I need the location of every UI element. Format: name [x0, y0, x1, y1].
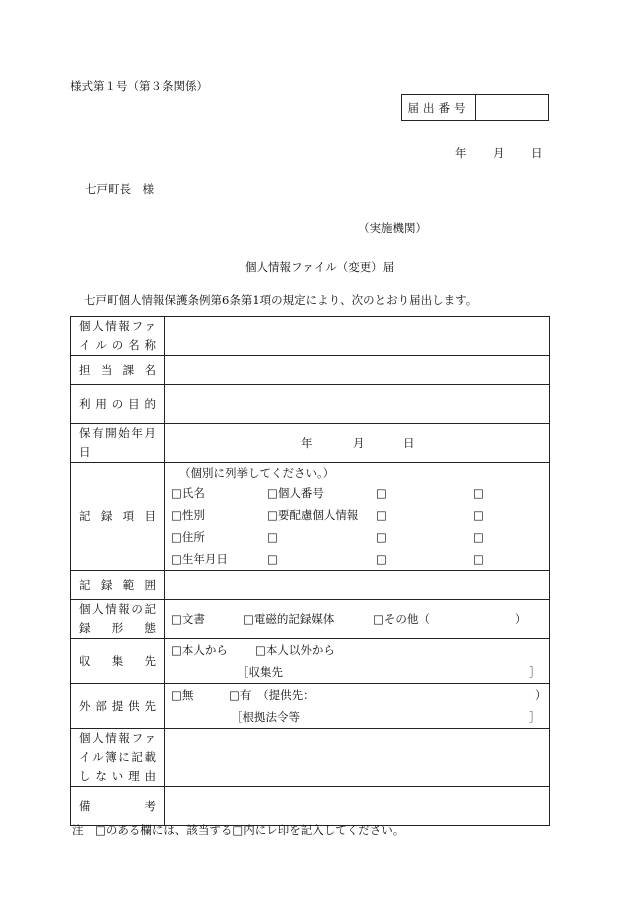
item-checkbox[interactable]: □	[473, 507, 484, 522]
collection-label: 収集先	[71, 639, 165, 684]
receipt-number-box	[401, 94, 549, 121]
format-checkbox-other[interactable]: □その他（	[373, 612, 430, 626]
row-format	[71, 600, 550, 639]
format-options	[165, 608, 549, 630]
item-checkbox[interactable]: □	[473, 551, 484, 566]
remarks-label: 備考	[71, 787, 165, 826]
item-checkbox[interactable]: □	[376, 551, 387, 566]
format-field	[165, 600, 550, 639]
start-date-year: 年	[301, 436, 313, 450]
item-checkbox[interactable]: □	[376, 485, 387, 500]
item-checkbox[interactable]: □生年月日	[171, 551, 228, 566]
row-no-record-reason	[71, 729, 550, 787]
intro-text: 七戸町個人情報保護条例第6条第1項の規定により、次のとおり届出します。	[84, 293, 478, 307]
item-checkbox[interactable]: □氏名	[171, 485, 205, 500]
scope-label: 記録範囲	[71, 571, 165, 600]
date-line	[455, 145, 543, 161]
row-start-date	[71, 424, 550, 463]
items-label: 記録項目	[71, 463, 165, 571]
format-other-close: ）	[515, 612, 527, 626]
collection-checkbox-other[interactable]: □本人以外から	[255, 643, 335, 657]
scope-field[interactable]	[165, 571, 550, 600]
item-checkbox[interactable]: □要配慮個人情報	[267, 507, 359, 522]
no-record-reason-label: 個人情報ファイル簿に記載しない理由	[71, 729, 165, 787]
item-checkbox[interactable]: □	[376, 529, 387, 544]
item-checkbox[interactable]: □	[267, 529, 278, 544]
row-department	[71, 356, 550, 385]
external-law	[165, 706, 549, 728]
format-checkbox-electronic[interactable]: □電磁的記録媒体	[243, 612, 335, 626]
row-scope	[71, 571, 550, 600]
file-name-label: 個人情報ファイルの名称	[71, 317, 165, 356]
document-title: 個人情報ファイル（変更）届	[245, 260, 395, 274]
date-year: 年	[455, 146, 467, 160]
agency-label: （実施機関）	[358, 221, 427, 235]
item-checkbox[interactable]: □住所	[171, 529, 205, 544]
collection-detail	[165, 661, 549, 683]
items-field	[165, 463, 550, 571]
items-instruction: （個別に列挙してください。）	[179, 465, 335, 480]
items-row-2	[165, 504, 549, 526]
external-close: ）	[535, 688, 547, 702]
format-checkbox-document[interactable]: □文書	[171, 612, 205, 626]
footer-note: 注 □のある欄には、該当する□内にレ印を記入してください。	[72, 823, 405, 837]
start-date-day: 日	[403, 436, 415, 450]
row-purpose	[71, 385, 550, 424]
external-field	[165, 684, 550, 729]
external-label: 外部提供先	[71, 684, 165, 729]
items-row-1	[165, 482, 549, 504]
item-checkbox[interactable]: □	[473, 529, 484, 544]
receipt-number-label: 届出番号	[402, 95, 476, 120]
collection-detail-open: ［収集先	[237, 665, 283, 679]
collection-options	[165, 639, 549, 661]
items-row-4	[165, 548, 549, 570]
start-date-field[interactable]	[165, 424, 550, 463]
start-date-values	[165, 435, 549, 451]
no-record-reason-field[interactable]	[165, 729, 550, 787]
external-checkbox-none[interactable]: □無	[171, 688, 194, 702]
start-date-label: 保有開始年月日	[71, 424, 165, 463]
format-label: 個人情報の記録形態	[71, 600, 165, 639]
form-table	[70, 316, 550, 826]
form-number: 様式第１号（第３条関係）	[70, 79, 208, 93]
external-law-open: ［根拠法令等	[231, 710, 300, 724]
collection-checkbox-self[interactable]: □本人から	[171, 643, 228, 657]
row-external	[71, 684, 550, 729]
row-file-name	[71, 317, 550, 356]
external-options	[165, 684, 549, 706]
remarks-field[interactable]	[165, 787, 550, 826]
item-checkbox[interactable]: □個人番号	[267, 485, 324, 500]
item-checkbox[interactable]: □	[473, 485, 484, 500]
purpose-label: 利用の目的	[71, 385, 165, 424]
addressee: 七戸町長 様	[85, 182, 154, 196]
external-checkbox-yes[interactable]: □有 （提供先：	[229, 688, 315, 702]
date-month: 月	[493, 146, 505, 160]
date-day: 日	[531, 146, 543, 160]
purpose-field[interactable]	[165, 385, 550, 424]
start-date-month: 月	[353, 436, 365, 450]
collection-detail-close: ］	[529, 665, 541, 679]
item-checkbox[interactable]: □	[376, 507, 387, 522]
item-checkbox[interactable]: □	[267, 551, 278, 566]
department-field[interactable]	[165, 356, 550, 385]
item-checkbox[interactable]: □性別	[171, 507, 205, 522]
collection-field	[165, 639, 550, 684]
row-remarks	[71, 787, 550, 826]
row-collection	[71, 639, 550, 684]
receipt-number-field[interactable]	[476, 95, 548, 120]
external-law-close: ］	[529, 710, 541, 724]
items-row-3	[165, 526, 549, 548]
file-name-field[interactable]	[165, 317, 550, 356]
department-label: 担当課名	[71, 356, 165, 385]
row-items	[71, 463, 550, 571]
